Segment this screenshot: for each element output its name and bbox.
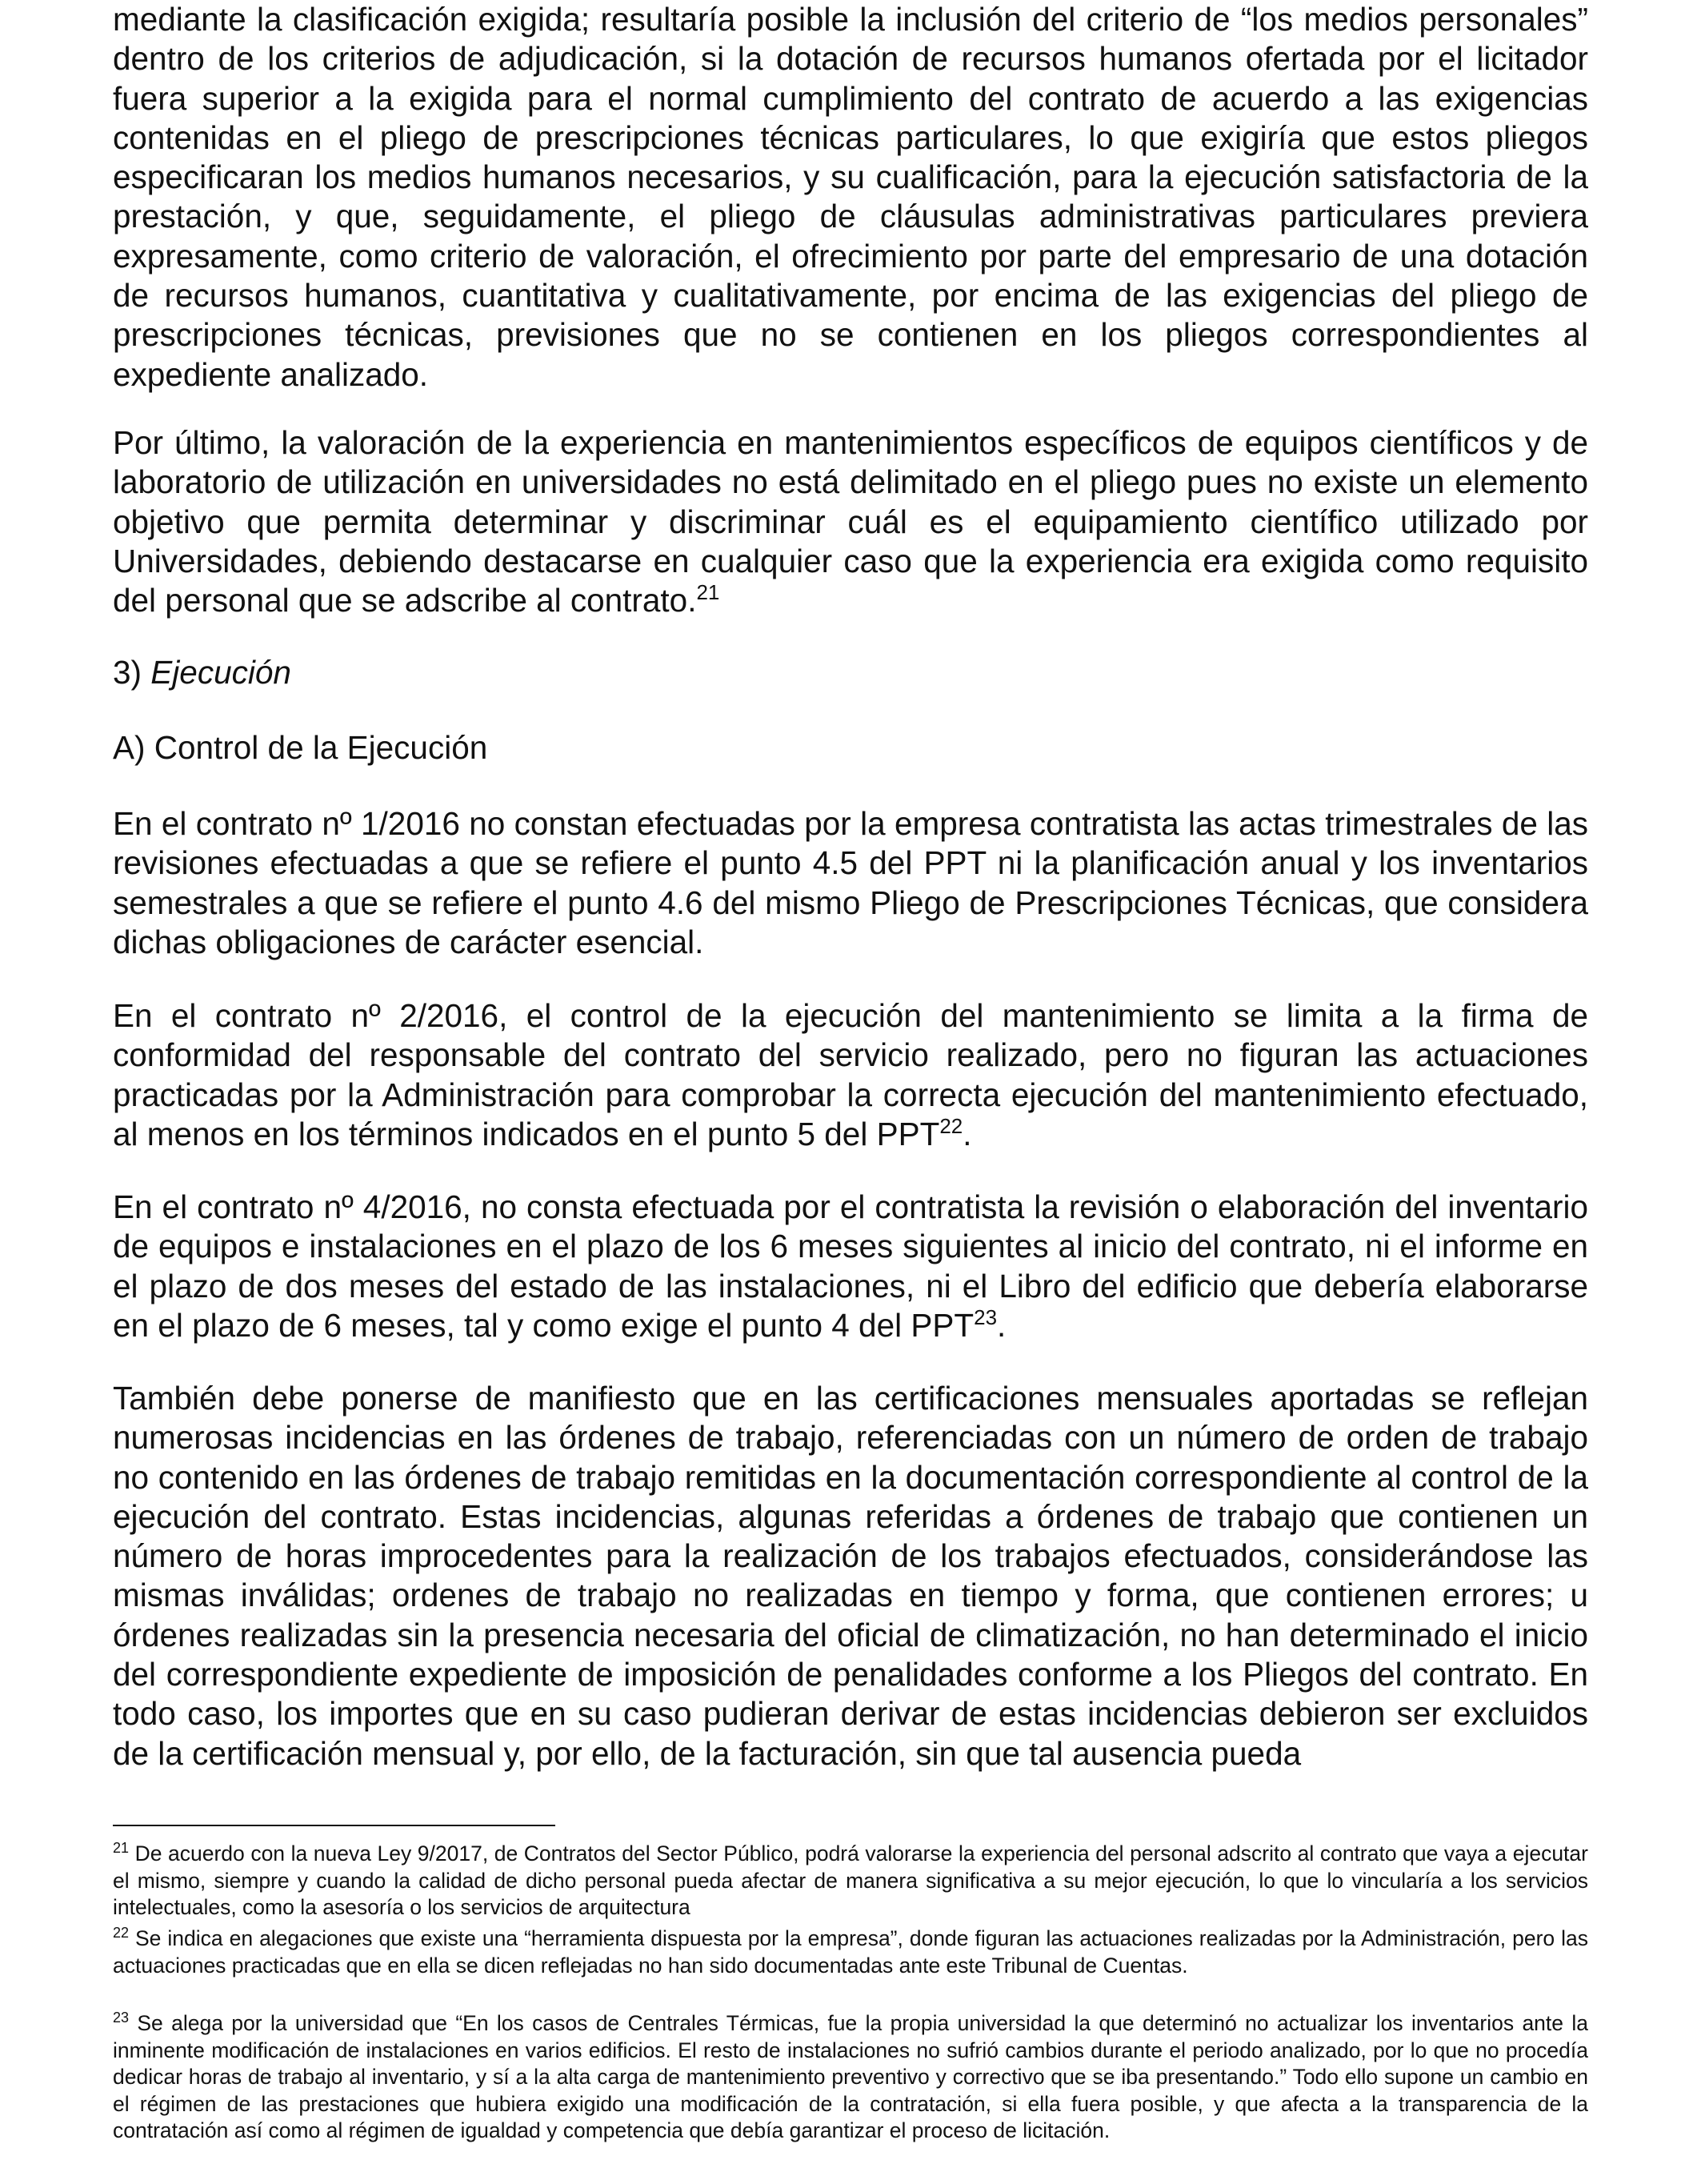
footnote-22 bbox=[113, 1926, 1588, 1979]
paragraph-valoracion-experiencia bbox=[113, 423, 1588, 620]
section-title: Ejecución bbox=[150, 654, 291, 691]
subsection-heading: A) Control de la Ejecución bbox=[113, 729, 488, 766]
footnote-text: Se indica en alegaciones que existe una “herramienta dispuesta por la empresa”, donde figuran las actuaciones realizadas por la Administración, pero las actuaciones practicadas que en ella se dicen reflejadas no han sido documentadas ante este Tribunal de Cuentas. bbox=[113, 1926, 1588, 1978]
footnote-reference-23[interactable]: 23 bbox=[974, 1304, 998, 1329]
paragraph-contrato-4-2016 bbox=[113, 1188, 1588, 1345]
footnote-number: 21 bbox=[113, 1840, 130, 1856]
footnote-number: 23 bbox=[113, 2010, 130, 2026]
paragraph-text: En el contrato nº 2/2016, el control de la ejecución del mantenimiento se limita a la firma de conformidad del responsable del contrato del servicio realizado, pero no figuran las actuaciones practicadas por la Administración para comprobar la correcta ejecución del mantenimiento efectuado, al menos en los términos indicados en el punto 5 del PPT bbox=[113, 997, 1588, 1152]
paragraph-text: Por último, la valoración de la experiencia en mantenimientos específicos de equipos científicos y de laboratorio de utilización en universidades no está delimitado en el pliego pues no existe un elemento objetivo que permita determinar y discriminar cuál es el equipamiento científico utilizado por Universidades, debiendo destacarse en cualquier caso que la experiencia era exigida como requisito del personal que se adscribe al contrato. bbox=[113, 424, 1588, 619]
paragraph-contrato-1-2016: En el contrato nº 1/2016 no constan efectuadas por la empresa contratista las actas trimestrales de las revisiones efectuadas a que se refiere el punto 4.5 del PPT ni la planificación anual y los inventarios semestrales a que se refiere el punto 4.6 del mismo Pliego de Prescripciones Técnicas, que considera dichas obligaciones de carácter esencial. bbox=[113, 805, 1588, 960]
paragraph-end: . bbox=[997, 1306, 1007, 1344]
footnote-reference-22[interactable]: 22 bbox=[939, 1113, 963, 1138]
paragraph-medios-personales bbox=[113, 0, 1588, 395]
footnote-23 bbox=[113, 2010, 1588, 2145]
paragraph-contrato-2-2016 bbox=[113, 996, 1588, 1154]
footnote-separator bbox=[113, 1825, 555, 1826]
paragraph-end: . bbox=[963, 1115, 972, 1152]
paragraph-text: mediante la clasificación exigida; resultaría posible la inclusión del criterio de “los medios personales” dentro de los criterios de adjudicación, si la dotación de recursos humanos ofertada por el licitador fuera superior a la exigida para el normal cumplimiento del contrato de acuerdo a las exigencias contenidas en el pliego de prescripciones técnicas particulares, lo que exigiría que estos pliegos especificaran los medios humanos necesarios, y su cualificación, para la ejecución satisfactoria de la prestación, y que, seguidamente, el pliego de cláusulas administrativas particulares previera expresamente, como criterio de valoración, el ofrecimiento por parte del empresario de una dotación de recursos humanos, cuantitativa y cualitativamente, por encima de las exigencias del pliego de prescripciones técnicas, previsiones que no se contienen en los pliegos correspondientes al expediente analizado. bbox=[113, 1, 1588, 393]
footnote-text: De acuerdo con la nueva Ley 9/2017, de Contratos del Sector Público, podrá valorarse la experiencia del personal adscrito al contrato que vaya a ejecutar el mismo, siempre y cuando la calidad de dicho personal pueda afectar de manera significativa a su mejor ejecución, lo que lo vincularía a los servicios intelectuales, como la asesoría o los servicios de arquitectura bbox=[113, 1841, 1588, 1919]
footnote-reference-21[interactable]: 21 bbox=[696, 580, 720, 605]
section-number: 3) bbox=[113, 654, 142, 691]
footnote-21 bbox=[113, 1841, 1588, 1922]
section-heading bbox=[113, 653, 291, 692]
paragraph-text: En el contrato nº 4/2016, no consta efectuada por el contratista la revisión o elaboración del inventario de equipos e instalaciones en el plazo de los 6 meses siguientes al inicio del contrato, ni el informe en el plazo de dos meses del estado de las instalaciones, ni el Libro del edificio que debería elaborarse en el plazo de 6 meses, tal y como exige el punto 4 del PPT bbox=[113, 1188, 1588, 1344]
footnote-number: 22 bbox=[113, 1925, 130, 1941]
paragraph-certificaciones-mensuales: También debe ponerse de manifiesto que en las certificaciones mensuales aportadas se reflejan numerosas incidencias en las órdenes de trabajo, referenciadas con un número de orden de trabajo no contenido en las órdenes de trabajo remitidas en la documentación correspondiente al control de la ejecución del contrato. Estas incidencias, algunas referidas a órdenes de trabajo que contienen un número de horas improcedentes para la realización de los trabajos efectuados, considerándose las mismas inválidas; ordenes de trabajo no realizadas en tiempo y forma, que contienen errores; u órdenes realizadas sin la presencia necesaria del oficial de climatización, no han determinado el inicio del correspondiente expediente de imposición de penalidades conforme a los Pliegos del contrato. En todo caso, los importes que en su caso pudieran derivar de estas incidencias debieron ser excluidos de la certificación mensual y, por ello, de la facturación, sin que tal ausencia pueda bbox=[113, 1380, 1588, 1772]
footnote-text: Se alega por la universidad que “En los casos de Centrales Térmicas, fue la propia universidad la que determinó no actualizar los inventarios ante la inminente modificación de instalaciones en varios edificios. El resto de instalaciones no sufrió cambios durante el periodo analizado, por lo que no procedía dedicar horas de trabajo al inventario, y sí a la alta carga de mantenimiento preventivo y correctivo que se iba presentando.” Todo ello supone un cambio en el régimen de las prestaciones que hubiera exigido una modificación de la contratación, si ella fuera posible, y que afecta a la transparencia de la contratación así como al régimen de igualdad y competencia que debía garantizar el proceso de licitación. bbox=[113, 2011, 1588, 2142]
